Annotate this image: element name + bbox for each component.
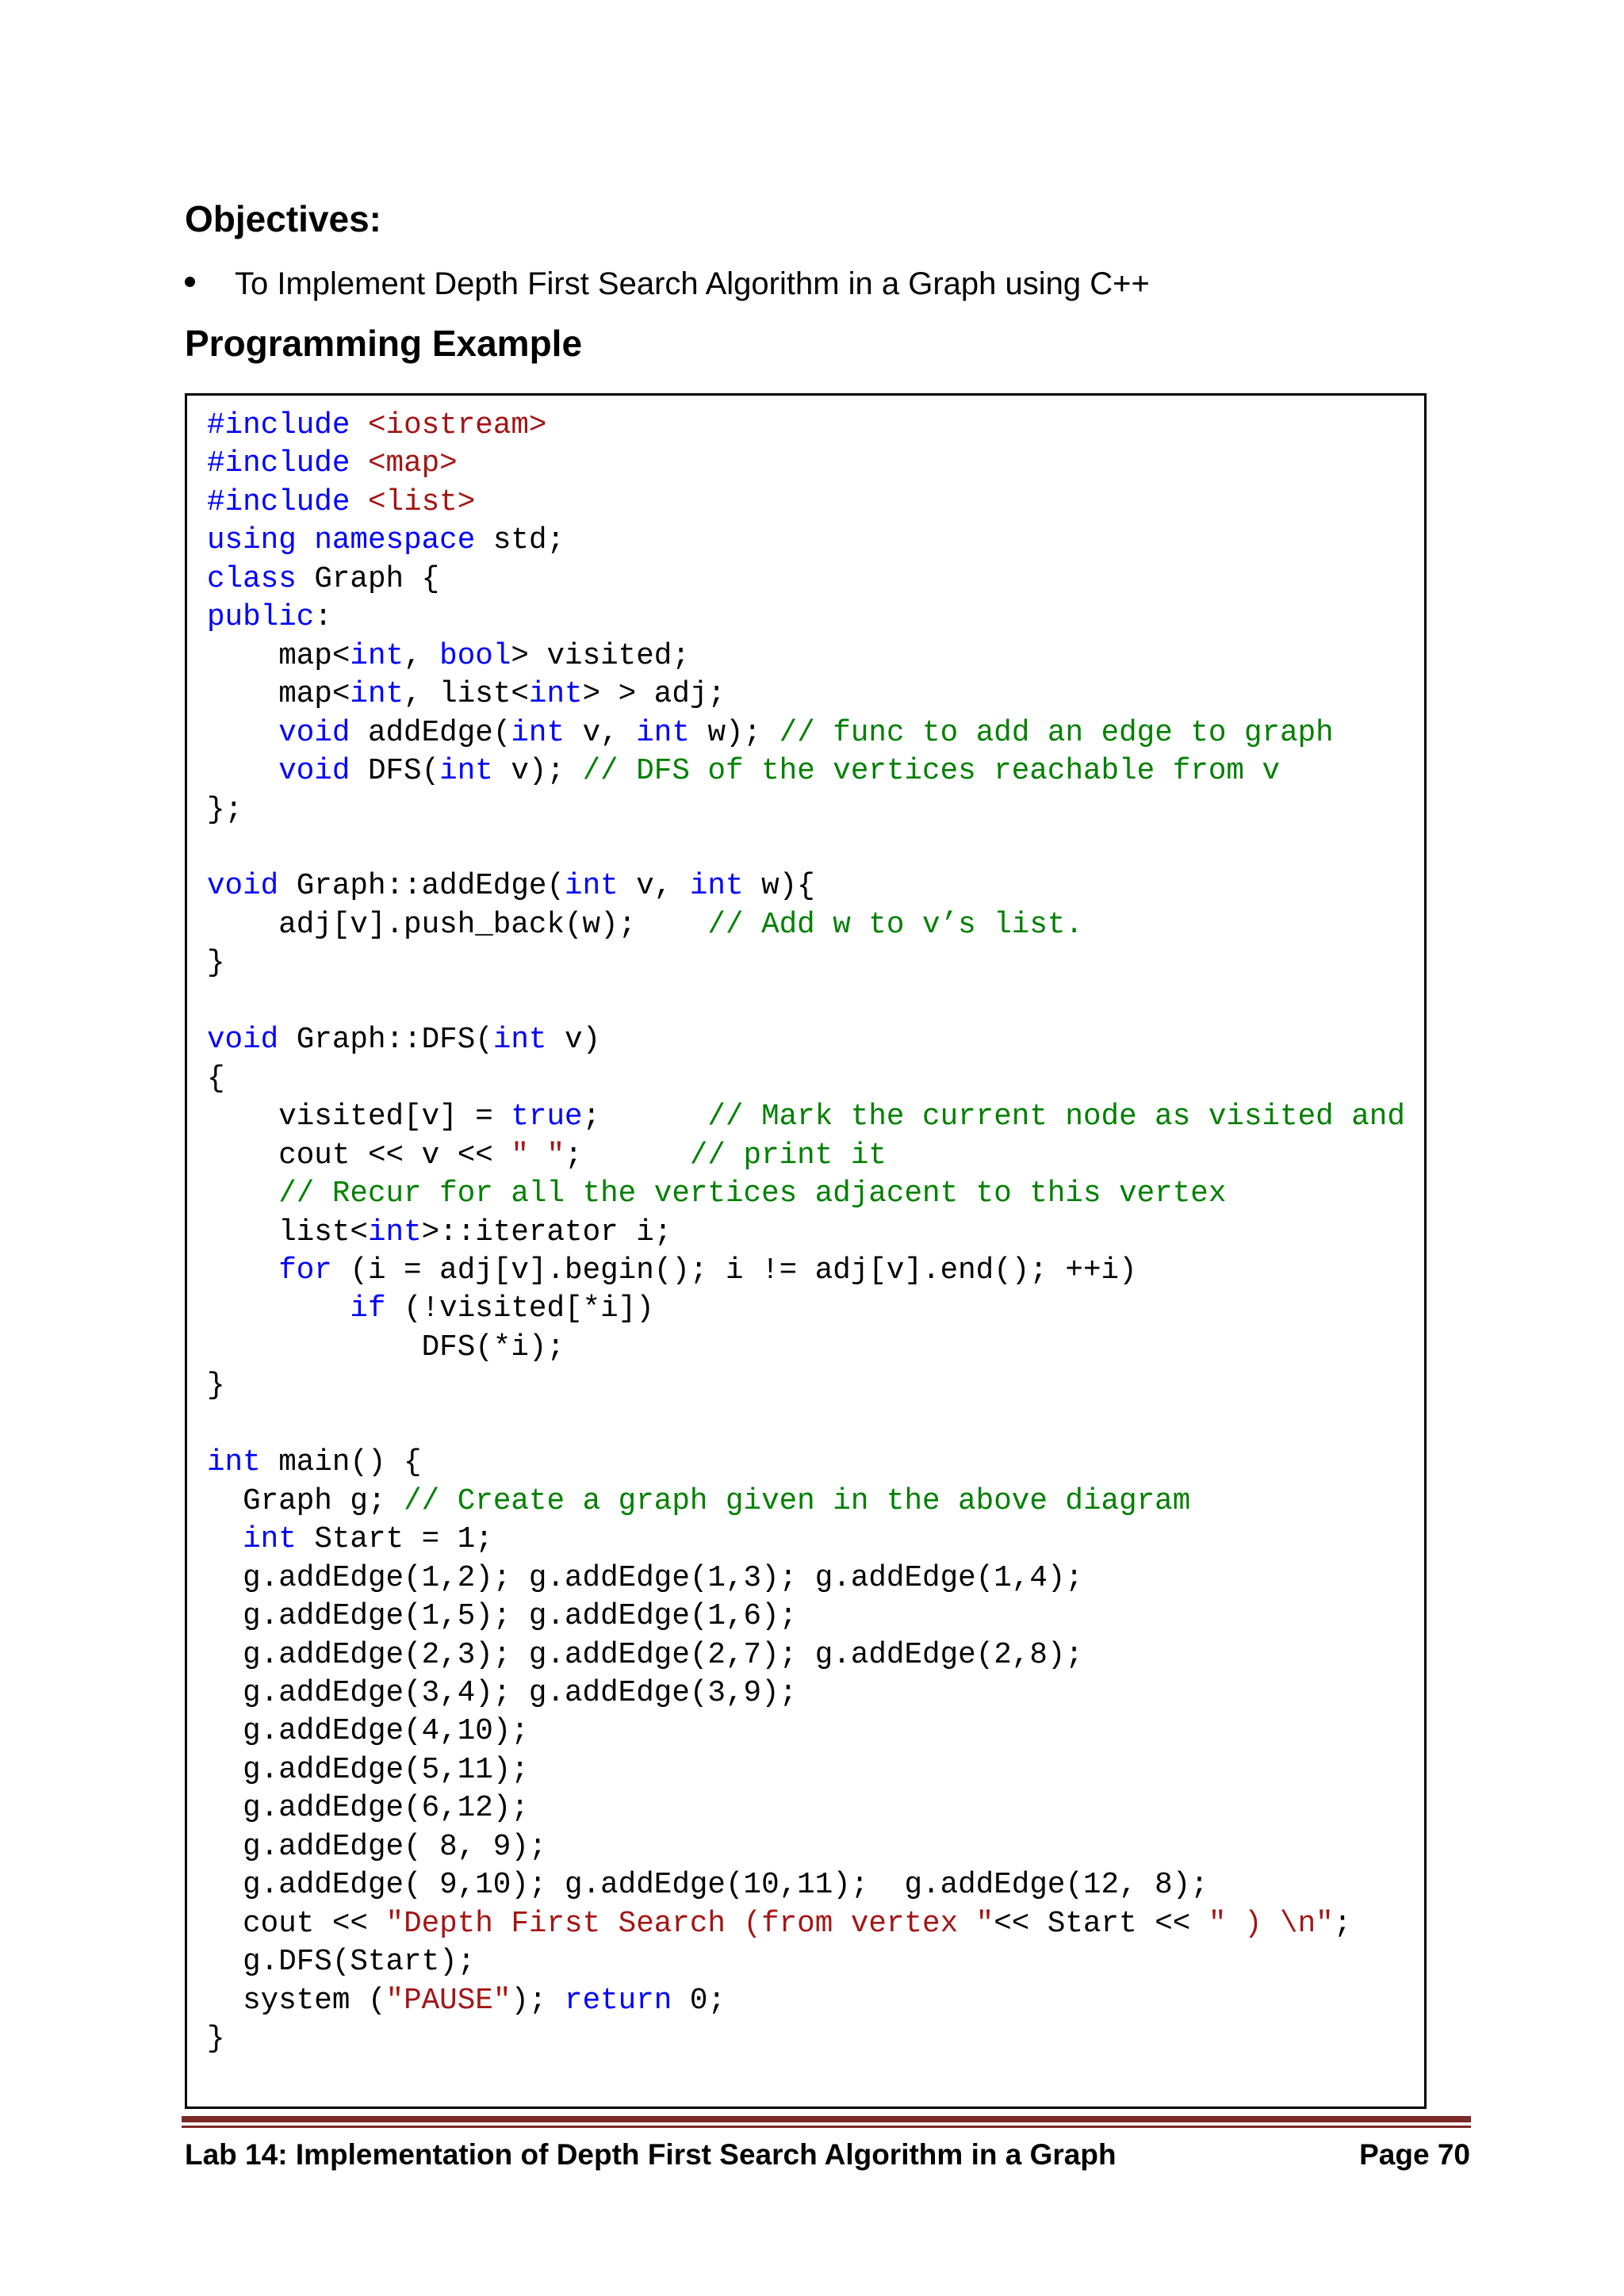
code-token bbox=[207, 755, 278, 788]
code-line bbox=[207, 909, 1083, 942]
code-token: map< bbox=[207, 639, 350, 673]
code-line bbox=[207, 1177, 1226, 1211]
code-token: int bbox=[350, 678, 404, 712]
code-line bbox=[207, 2022, 225, 2056]
code-token: : bbox=[314, 601, 332, 635]
code-token: Graph::addEdge( bbox=[278, 870, 565, 904]
code-token: "PAUSE" bbox=[385, 1984, 511, 2018]
code-token: w); bbox=[689, 716, 779, 750]
code-token: int bbox=[439, 755, 493, 789]
programming-example-heading: Programming Example bbox=[185, 323, 583, 364]
code-token: g.addEdge(1,5); g.addEdge(1,6); bbox=[207, 1600, 798, 1634]
code-token: int bbox=[565, 870, 619, 904]
code-token: >::iterator i; bbox=[421, 1215, 672, 1249]
code-token: w){ bbox=[743, 870, 815, 904]
code-token: for bbox=[278, 1253, 332, 1288]
code-token: #include bbox=[207, 485, 350, 519]
code-token: public bbox=[207, 601, 315, 635]
code-token: g.addEdge(1,2); g.addEdge(1,3); g.addEdge(1,4); bbox=[207, 1561, 1083, 1595]
code-token: }; bbox=[207, 793, 243, 827]
code-token: } bbox=[207, 2022, 225, 2057]
code-token: Start = 1; bbox=[296, 1523, 493, 1557]
code-line bbox=[207, 409, 546, 442]
code-line bbox=[207, 1908, 1351, 1941]
code-line bbox=[207, 447, 458, 480]
code-token bbox=[350, 409, 368, 442]
code-token: <list> bbox=[367, 485, 476, 519]
objective-text: To Implement Depth First Search Algorithm in a Graph using C++ bbox=[235, 266, 1150, 301]
code-token: g.addEdge( 8, 9); bbox=[207, 1830, 547, 1864]
code-line bbox=[207, 1715, 529, 1748]
code-line bbox=[207, 486, 475, 519]
code-token: g.addEdge(5,11); bbox=[207, 1753, 529, 1787]
code-token: DFS(*i); bbox=[207, 1330, 565, 1364]
code-token: int bbox=[689, 870, 744, 904]
code-line bbox=[207, 1754, 529, 1787]
code-token: // print it bbox=[689, 1138, 887, 1173]
code-token: // DFS of the vertices reachable from v bbox=[582, 755, 1281, 789]
code-token: 0; bbox=[672, 1984, 726, 2018]
code-line bbox=[207, 1254, 1137, 1288]
code-token: // Mark the current node as visited and bbox=[707, 1100, 1405, 1135]
code-token: int bbox=[350, 639, 404, 673]
code-token: int bbox=[636, 716, 690, 750]
code-token: void bbox=[207, 870, 279, 904]
footer-rule-thick bbox=[182, 2116, 1471, 2122]
code-line bbox=[207, 1485, 1190, 1518]
code-token: ); bbox=[511, 1984, 565, 2018]
code-line bbox=[207, 563, 439, 596]
footer-rule-thin bbox=[182, 2126, 1471, 2128]
code-line bbox=[207, 678, 726, 711]
code-token: <iostream> bbox=[367, 409, 547, 442]
code-token: (!visited[*i]) bbox=[385, 1292, 654, 1326]
code-token: if bbox=[350, 1292, 386, 1326]
code-token: , list< bbox=[404, 678, 529, 712]
code-token: adj[v].push_back(w); bbox=[207, 908, 708, 942]
code-token: , bbox=[404, 639, 440, 673]
code-line bbox=[207, 1639, 1083, 1672]
code-line bbox=[207, 755, 1280, 788]
footer-page-number: Page 70 bbox=[1359, 2138, 1470, 2171]
code-token: void bbox=[278, 755, 350, 789]
code-token: int bbox=[243, 1523, 297, 1557]
code-token: cout << v << bbox=[207, 1138, 511, 1173]
code-line bbox=[207, 1100, 1405, 1134]
code-token: ; bbox=[582, 1100, 708, 1135]
code-token: v, bbox=[618, 870, 690, 904]
code-token: "Depth First Search (from vertex " bbox=[385, 1907, 994, 1941]
code-line bbox=[207, 1677, 797, 1710]
code-token: using bbox=[207, 524, 297, 558]
code-token: << Start << bbox=[994, 1907, 1208, 1941]
code-token: std; bbox=[475, 524, 565, 558]
code-token: v); bbox=[492, 755, 583, 789]
code-token: int bbox=[492, 1024, 547, 1058]
code-token: ; bbox=[1333, 1907, 1352, 1941]
code-line bbox=[207, 1292, 654, 1326]
code-token: list< bbox=[207, 1215, 368, 1249]
code-token bbox=[207, 1177, 278, 1211]
code-token: system ( bbox=[207, 1984, 386, 2018]
code-token bbox=[297, 524, 315, 557]
code-token: v) bbox=[546, 1024, 601, 1058]
code-token: // Create a graph given in the above diagram bbox=[404, 1484, 1191, 1518]
code-token: Graph { bbox=[296, 562, 440, 596]
objectives-heading: Objectives: bbox=[185, 198, 381, 239]
code-token: } bbox=[207, 947, 225, 981]
code-token: DFS( bbox=[350, 755, 440, 789]
code-line bbox=[207, 1369, 225, 1402]
code-token: g.DFS(Start); bbox=[207, 1946, 476, 1980]
code-token: void bbox=[207, 1024, 279, 1058]
code-token: cout << bbox=[207, 1907, 386, 1941]
code-line bbox=[207, 947, 225, 980]
code-token: ; bbox=[565, 1138, 690, 1173]
code-token: main() { bbox=[260, 1446, 422, 1480]
code-line bbox=[207, 1062, 225, 1096]
code-line bbox=[207, 1331, 565, 1364]
code-token bbox=[207, 1292, 350, 1326]
code-token bbox=[207, 1523, 243, 1556]
code-token: (i = adj[v].begin(); i != adj[v].end(); ++i) bbox=[331, 1253, 1137, 1288]
code-token: g.addEdge(2,3); g.addEdge(2,7); g.addEdge(2,8); bbox=[207, 1638, 1083, 1672]
code-token: int bbox=[367, 1215, 422, 1249]
code-token: v, bbox=[565, 716, 637, 750]
code-token: class bbox=[207, 562, 297, 596]
code-token: int bbox=[207, 1446, 261, 1480]
code-line bbox=[207, 601, 332, 634]
code-token: map< bbox=[207, 678, 350, 712]
code-line bbox=[207, 1984, 726, 2018]
code-token: return bbox=[565, 1984, 672, 2018]
code-token: g.addEdge( 9,10); g.addEdge(10,11); g.addEdge(12, 8); bbox=[207, 1869, 1208, 1903]
code-token: g.addEdge(3,4); g.addEdge(3,9); bbox=[207, 1676, 798, 1710]
code-line bbox=[207, 1024, 600, 1057]
code-token: Graph g; bbox=[207, 1484, 404, 1518]
code-line bbox=[207, 1216, 672, 1249]
code-line bbox=[207, 640, 690, 673]
code-token: #include bbox=[207, 447, 350, 481]
code-token: // Recur for all the vertices adjacent to this vertex bbox=[278, 1177, 1227, 1211]
code-token: true bbox=[511, 1100, 583, 1135]
code-line bbox=[207, 1831, 546, 1864]
code-token: int bbox=[528, 678, 583, 712]
code-token: Graph::DFS( bbox=[278, 1024, 493, 1058]
code-token: bool bbox=[439, 639, 511, 673]
code-token: namespace bbox=[314, 524, 476, 558]
code-token: <map> bbox=[367, 447, 458, 481]
code-token: " ) \n" bbox=[1208, 1907, 1334, 1941]
code-line bbox=[207, 1600, 797, 1633]
code-token bbox=[207, 717, 278, 750]
code-line bbox=[207, 1792, 529, 1825]
code-token: > visited; bbox=[511, 639, 690, 673]
code-token: #include bbox=[207, 409, 350, 442]
code-line bbox=[207, 870, 815, 903]
code-token: " " bbox=[511, 1138, 565, 1173]
code-line bbox=[207, 1446, 422, 1479]
code-line bbox=[207, 1562, 1083, 1595]
code-line bbox=[207, 717, 1334, 750]
code-token: int bbox=[511, 716, 565, 750]
code-token bbox=[207, 1254, 278, 1288]
code-token: g.addEdge(6,12); bbox=[207, 1792, 529, 1826]
code-token: visited[v] = bbox=[207, 1100, 511, 1135]
code-token bbox=[350, 486, 368, 519]
bullet-icon bbox=[185, 277, 195, 287]
code-token: } bbox=[207, 1369, 225, 1403]
code-listing-box bbox=[185, 393, 1427, 2109]
code-block bbox=[207, 407, 1405, 2058]
code-line bbox=[207, 524, 565, 557]
code-token: // func to add an edge to graph bbox=[779, 716, 1334, 750]
code-token: void bbox=[278, 716, 350, 750]
code-token: addEdge( bbox=[350, 716, 511, 750]
code-line bbox=[207, 1139, 887, 1173]
code-token bbox=[350, 447, 368, 480]
code-token: { bbox=[207, 1062, 225, 1096]
code-token: g.addEdge(4,10); bbox=[207, 1715, 529, 1749]
code-token: > > adj; bbox=[582, 678, 726, 712]
footer-lab-title: Lab 14: Implementation of Depth First Search Algorithm in a Graph bbox=[185, 2138, 1116, 2171]
code-line bbox=[207, 794, 243, 827]
code-line bbox=[207, 1869, 1208, 1902]
code-line bbox=[207, 1523, 493, 1556]
code-token: // Add w to v’s list. bbox=[707, 908, 1083, 942]
code-line bbox=[207, 1946, 475, 1979]
